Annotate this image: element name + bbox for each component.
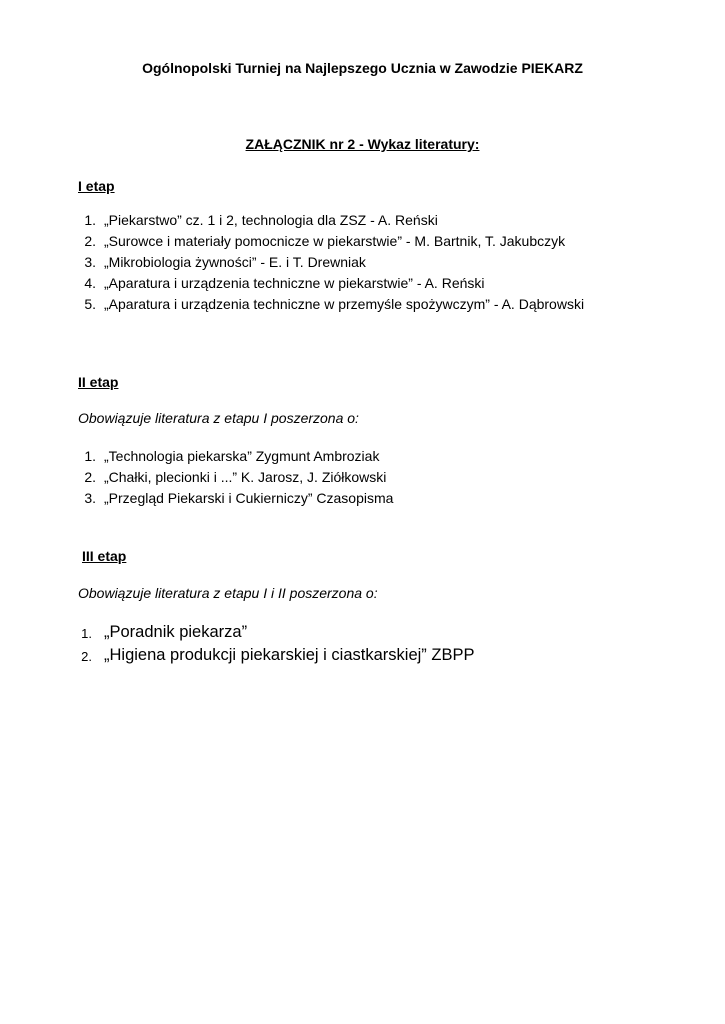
list-item-text: „Surowce i materiały pomocnicze w piekarstwie” - M. Bartnik, T. Jakubczyk bbox=[104, 233, 566, 249]
stage-1-heading: I etap bbox=[78, 178, 115, 194]
list-item-number: 3. bbox=[84, 490, 96, 506]
stage-2-intro: Obowiązuje literatura z etapu I poszerzona o: bbox=[78, 410, 359, 426]
list-item-text: „Piekarstwo” cz. 1 i 2, technologia dla ZSZ - A. Reński bbox=[104, 212, 438, 228]
stage-3-heading: III etap bbox=[82, 548, 127, 564]
list-item-text: „Aparatura i urządzenia techniczne w piekarstwie” - A. Reński bbox=[104, 275, 485, 291]
stage-3-intro: Obowiązuje literatura z etapu I i II poszerzona o: bbox=[78, 585, 378, 601]
list-item-text: „Poradnik piekarza” bbox=[104, 623, 248, 641]
list-item-text: „Przegląd Piekarski i Cukierniczy” Czasopisma bbox=[104, 490, 394, 506]
list-item-number: 1. bbox=[84, 448, 96, 464]
list-item-text: „Mikrobiologia żywności” - E. i T. Drewniak bbox=[104, 254, 366, 270]
list-item-text: „Chałki, plecionki i ...” K. Jarosz, J. Ziółkowski bbox=[104, 469, 387, 485]
list-item-text: „Technologia piekarska” Zygmunt Ambroziak bbox=[104, 448, 380, 464]
list-item-number: 5. bbox=[84, 296, 96, 312]
list-item-number: 2. bbox=[84, 469, 96, 485]
document-title: Ogólnopolski Turniej na Najlepszego Ucznia w Zawodzie PIEKARZ bbox=[142, 60, 583, 76]
list-item-number: 2. bbox=[84, 233, 96, 249]
list-item-number: 3. bbox=[84, 254, 96, 270]
list-item-text: „Aparatura i urządzenia techniczne w przemyśle spożywczym” - A. Dąbrowski bbox=[104, 296, 585, 312]
list-item-number: 4. bbox=[84, 275, 96, 291]
annex-heading: ZAŁĄCZNIK nr 2 - Wykaz literatury: bbox=[245, 136, 480, 152]
stage-2-heading: II etap bbox=[78, 374, 119, 390]
list-item-number: 2. bbox=[81, 649, 92, 664]
list-item-number: 1. bbox=[81, 626, 92, 641]
list-item-text: „Higiena produkcji piekarskiej i ciastkarskiej” ZBPP bbox=[104, 646, 475, 664]
list-item-number: 1. bbox=[84, 212, 96, 228]
